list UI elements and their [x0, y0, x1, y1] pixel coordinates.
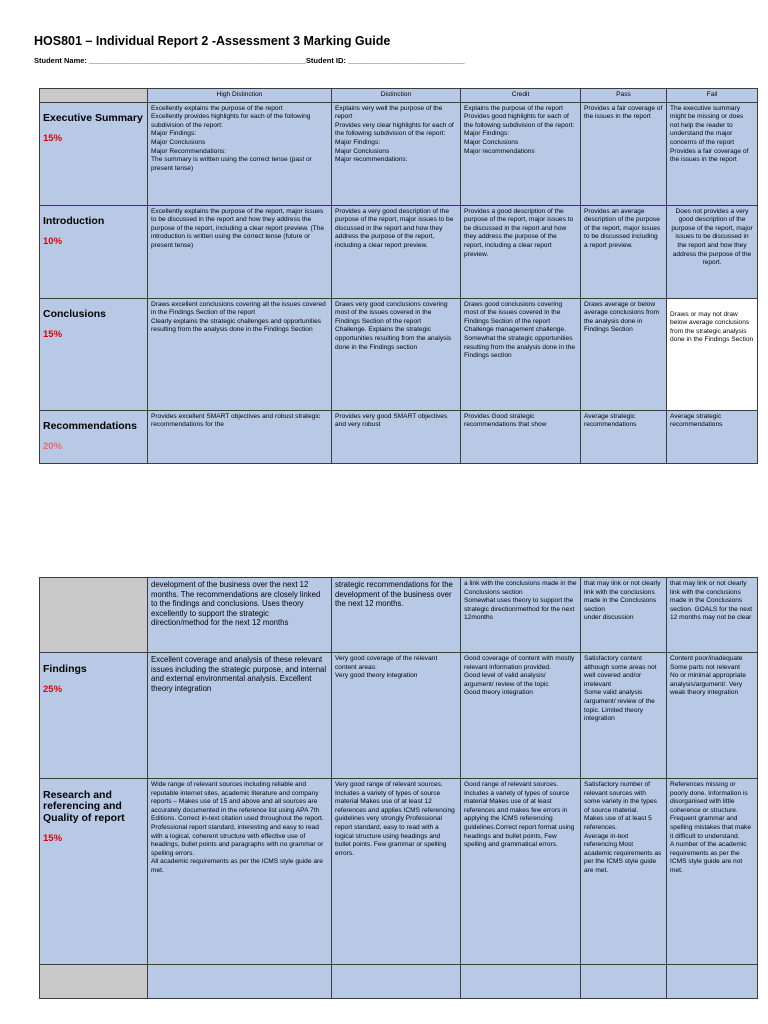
row-head-blank: [40, 965, 148, 999]
cell-high-distinction: Draws excellent conclusions covering all the issues covered in the Findings Section of the report Clearly explains the strategic challenges and opportunities resulting from the analysis done in the Findings Section: [148, 298, 332, 410]
column-header-credit: Credit: [461, 89, 581, 103]
cell-high-distinction: Excellently explains the purpose of the report, major issues to be discussed in the report and how they address the purpose of the report, including a clear report preview. (The introduction is written using the correct tense (future or present tense): [148, 205, 332, 298]
section-weight: 15%: [43, 133, 63, 145]
cell-credit: Provides Good strategic recommendations that show: [461, 410, 581, 463]
row-head-executive-summary: [40, 102, 148, 205]
row-head-research: [40, 779, 148, 965]
section-name: Recommendations: [43, 420, 137, 433]
row-head-conclusions: [40, 298, 148, 410]
empty-cell: [581, 965, 667, 999]
student-info-line: Student Name: ____________________________________________________Student ID: ____________________________: [34, 56, 465, 65]
cell-high-distinction: Excellent coverage and analysis of these relevant issues including the strategic purpose, and internal and external environmental analysis. Excellent theory integration: [148, 653, 332, 779]
cell-distinction: Draws very good conclusions covering most of the issues covered in the Findings Section of the report Challenge. Explains the strategic opportunities resulting from the analysis done in the Findings section: [332, 298, 461, 410]
row-head-introduction: [40, 205, 148, 298]
table-row-findings: [40, 653, 758, 779]
section-name: Conclusions: [43, 308, 107, 321]
empty-cell: [148, 965, 332, 999]
column-header-high-distinction: High Distinction: [148, 89, 332, 103]
table-row-research: [40, 779, 758, 965]
cell-distinction: Provides very good SMART objectives and very robust: [332, 410, 461, 463]
cell-fail: References missing or poorly done. Information is disorganised with little coherence or structure. Frequent grammar and spelling mistakes that make it difficult to understand. A number of the academic requirements as per the ICMS style guide are not met.: [667, 779, 758, 965]
document-title: HOS801 – Individual Report 2 -Assessment 3 Marking Guide: [34, 34, 391, 48]
cell-fail: The executive summary might be missing or does not help the reader to understand the major concerns of the report Provides a fair coverage of the issues in the report: [667, 102, 758, 205]
cell-distinction: Provides a very good description of the purpose of the report, major issues to be discussed in the report and how they address the purpose of the report, including a clear report preview.: [332, 205, 461, 298]
section-weight: 20%: [43, 441, 63, 453]
section-weight: 15%: [43, 329, 63, 341]
empty-cell: [667, 965, 758, 999]
marking-guide-table-page1: [39, 88, 758, 464]
cell-fail: that may link or not clearly link with the conclusions made in the Conclusions section. GOALS for the next 12 months may not be clear: [667, 578, 758, 653]
cell-pass: Draws average or below average conclusions from the analysis done in Findings Section: [581, 298, 667, 410]
row-head-recommendations: [40, 410, 148, 463]
cell-pass: Provides a fair coverage of the issues in the report: [581, 102, 667, 205]
section-weight: 15%: [43, 832, 63, 844]
table-row-conclusions: [40, 298, 758, 410]
section-name: Findings: [43, 662, 87, 675]
cell-credit: Provides a good description of the purpose of the report, major issues to be discussed in the report and how they address the purpose of the report, including a clear report preview.: [461, 205, 581, 298]
row-head-findings: [40, 653, 148, 779]
header-corner: [40, 89, 148, 103]
cell-pass: Satisfactory number of relevant sources with some variety in the types of source material. Makes use of at least 5 references. Average in-text referencing Most academic requirements as per the ICMS style guide are met.: [581, 779, 667, 965]
cell-pass: Provides an average description of the purpose of the report, major issues to be discussed including a report preview.: [581, 205, 667, 298]
cell-pass: Satisfactory content although some areas not well covered and/or irrelevant Some valid analysis /argument/ review of the topic. Limited theory integration: [581, 653, 667, 779]
cell-distinction: Very good coverage of the relevant content areas: Very good theory integration: [332, 653, 461, 779]
table-row-empty: [40, 965, 758, 999]
table-row-introduction: [40, 205, 758, 298]
column-header-pass: Pass: [581, 89, 667, 103]
cell-distinction: strategic recommendations for the development of the business over the next 12 months.: [332, 578, 461, 653]
table-row-recommendations: [40, 410, 758, 463]
cell-pass: Average strategic recommendations: [581, 410, 667, 463]
cell-credit: Good range of relevant sources. Includes a variety of types of source material Makes use of at least references and makes few errors in applying the ICMS referencing guidelines.Correct report format using headings and bullet points, Few spelling and grammatical errors.: [461, 779, 581, 965]
cell-fail: Does not provides a very good description of the purpose of the report, major issues to be discussed in the report and how they address the purpose of the report.: [667, 205, 758, 298]
cell-credit: Explains the purpose of the report Provides good highlights for each of the following subdivision of the report: Major Findings: Major Conclusions Major recommendations: [461, 102, 581, 205]
header-row: [40, 89, 758, 103]
cell-high-distinction: development of the business over the next 12 months. The recommendations are closely linked to the findings and conclusions. Uses theory excellently to support the strategic direction/method for the next 12 months: [148, 578, 332, 653]
cell-fail: Content poor/inadequate Some parts not relevant No or minimal appropriate analysis/argument/. Very weak theory integration: [667, 653, 758, 779]
cell-credit: Good coverage of content with mostly relevant information provided. Good level of valid analysis/ argument/ review of the topic Good theory integration: [461, 653, 581, 779]
column-header-distinction: Distinction: [332, 89, 461, 103]
section-weight: 10%: [43, 236, 63, 248]
cell-high-distinction: Provides excellent SMART objectives and robust strategic recommendations for the: [148, 410, 332, 463]
row-head-blank: [40, 578, 148, 653]
cell-credit: Draws good conclusions covering most of the issues covered in the Findings Section of the report Challenge management challenge. Somewhat the strategic opportunities resulting from the analysis done in the Findings section: [461, 298, 581, 410]
cell-distinction: Explains very well the purpose of the report Provides very clear highlights for each of the following subdivision of the report: Major Findings: Major Conclusions Major recommendations:: [332, 102, 461, 205]
cell-fail: Draws or may not draw below average conclusions from the strategic analysis done in the Findings Section: [667, 298, 758, 410]
cell-pass: that may link or not clearly link with the conclusions made in the Conclusions section under discussion: [581, 578, 667, 653]
table-row-executive-summary: [40, 102, 758, 205]
column-header-fail: Fail: [667, 89, 758, 103]
cell-high-distinction: Excellently explains the purpose of the report Excellently provides highlights for each of the following subdivision of the report: Major Findings: Major Conclusions Major Recommendations: The summary is written using the correct tense (past or present tense): [148, 102, 332, 205]
section-name: Executive Summary: [43, 112, 143, 125]
marking-guide-table-page2: [39, 577, 758, 999]
empty-cell: [332, 965, 461, 999]
empty-cell: [461, 965, 581, 999]
cell-fail: Average strategic recommendations: [667, 410, 758, 463]
cell-credit: a link with the conclusions made in the Conclusions section Somewhat uses theory to support the strategic direction/method for the next 12months: [461, 578, 581, 653]
section-name: Introduction: [43, 215, 105, 228]
section-name: Research and referencing and Quality of report: [43, 788, 125, 824]
cell-high-distinction: Wide range of relevant sources including reliable and reputable internet sites, academic literature and company reports – Makes use of 15 and above and all sources are accurately documented in the reference list using APA 7th Editions. Correct in-text citation used throughout the report. Professional report standard, interesting and easy to read with a logical, coherent structure with effective use of headings, bullet points and paragraphs with no grammar or spelling errors. All academic requirements as per the ICMS style guide are met.: [148, 779, 332, 965]
section-weight: 25%: [43, 683, 63, 695]
table-row-recommendations-continued: [40, 578, 758, 653]
cell-distinction: Very good range of relevant sources. Includes a variety of types of source material Makes use of at least 12 references and applies ICMS referencing guidelines very strongly Professional report standard, easy to read with a logical structure using headings and bullet points. Few grammar or spelling errors.: [332, 779, 461, 965]
